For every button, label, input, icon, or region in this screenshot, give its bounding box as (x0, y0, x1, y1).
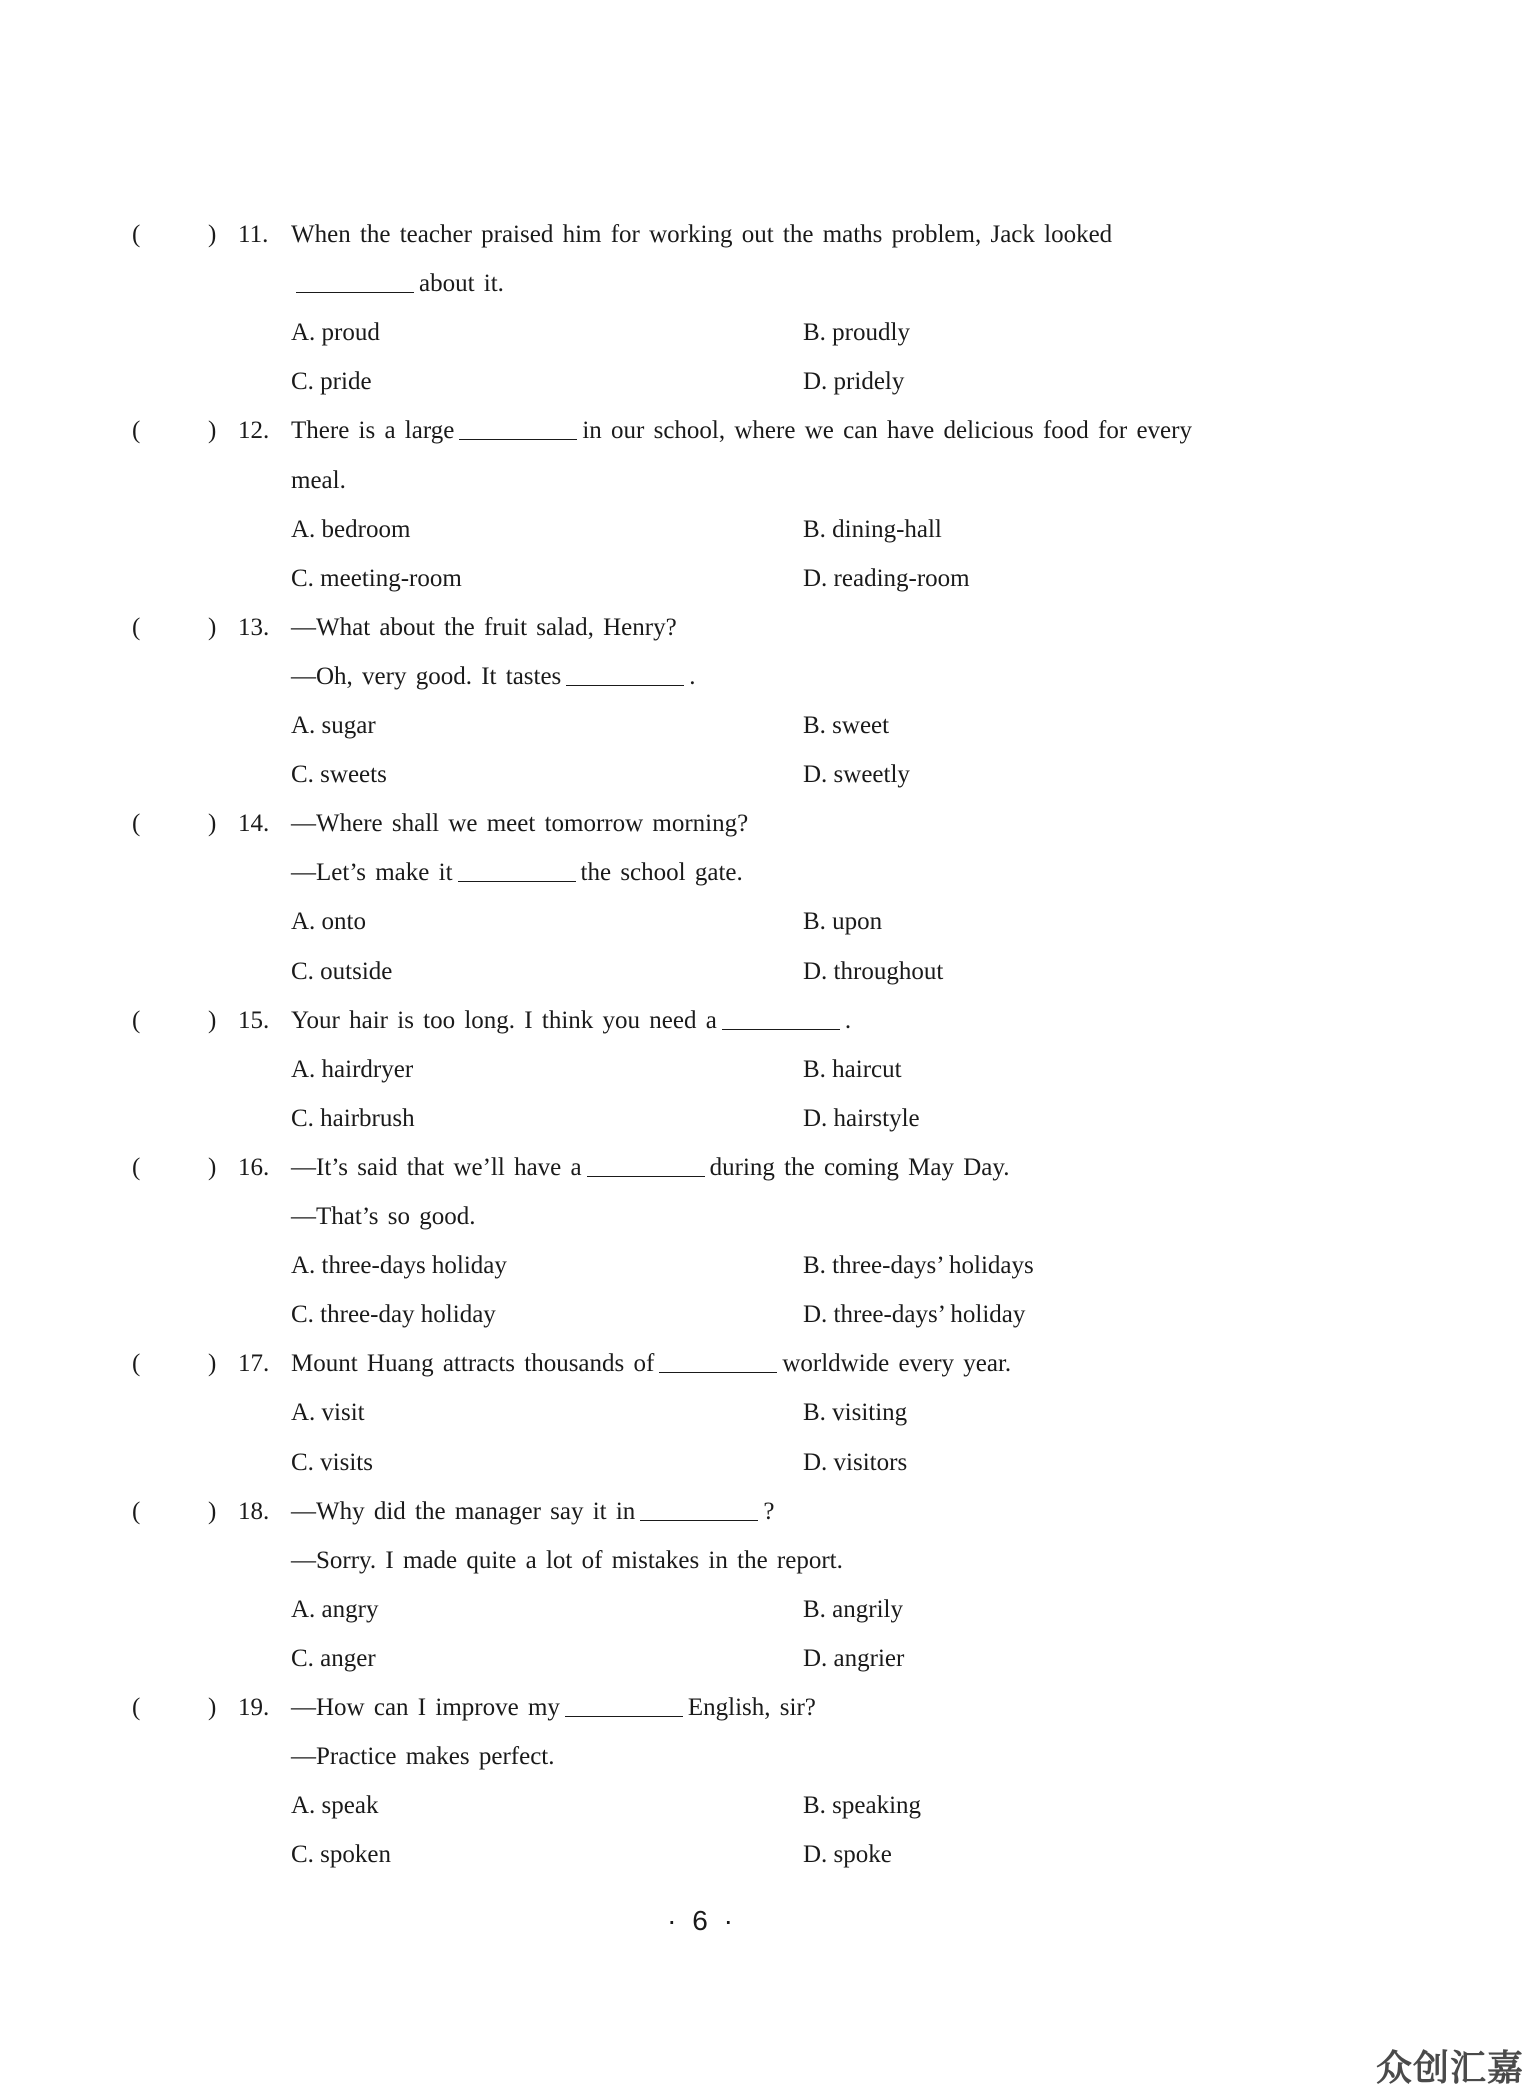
question-stem-text (291, 210, 1112, 259)
answer-paren-close[interactable]: ) (208, 1497, 217, 1525)
stem-text-before: When the teacher praised him for working out the maths problem, Jack looked (291, 221, 1113, 248)
option-a[interactable]: A. speak (291, 1792, 379, 1820)
question-stem-text (291, 1192, 475, 1241)
stem-text-before: Your hair is too long. I think you need a (291, 1006, 717, 1034)
question-number: 18. (238, 1497, 270, 1525)
stem-text-before: —Practice makes perfect. (291, 1743, 555, 1771)
answer-blank[interactable] (458, 881, 576, 882)
stem-text-after: . (689, 662, 696, 690)
answer-paren-close[interactable]: ) (208, 810, 217, 838)
answer-paren-open[interactable]: ( (132, 1694, 141, 1721)
stem-text-before: —That’s so good. (291, 1203, 476, 1230)
answer-blank[interactable] (296, 292, 414, 293)
option-b[interactable]: B. angrily (803, 1595, 903, 1623)
stem-text-before: —Let’s make it (291, 859, 453, 887)
option-c[interactable]: C. outside (291, 957, 393, 985)
answer-paren-open[interactable]: ( (132, 1006, 141, 1034)
option-d[interactable]: D. spoke (803, 1841, 892, 1869)
answer-paren-open[interactable]: ( (132, 1497, 141, 1525)
answer-paren-open[interactable]: ( (132, 221, 141, 248)
question-stem-text (291, 1732, 555, 1781)
option-c[interactable]: C. sweets (291, 761, 387, 789)
stem-text-before: —What about the fruit salad, Henry? (291, 613, 677, 641)
answer-blank[interactable] (640, 1520, 758, 1521)
stem-text-after: during the coming May Day. (709, 1153, 1010, 1181)
answer-paren-close[interactable]: ) (208, 221, 217, 248)
answer-paren-open[interactable]: ( (132, 613, 141, 641)
question-stem-text (291, 456, 346, 505)
answer-paren-close[interactable]: ) (208, 1006, 217, 1034)
stem-text-after: worldwide every year. (782, 1350, 1012, 1378)
option-b[interactable]: B. three-days’ holidays (803, 1252, 1034, 1280)
option-b[interactable]: B. speaking (803, 1792, 922, 1820)
stem-text-before: —It’s said that we’ll have a (291, 1153, 582, 1181)
option-c[interactable]: C. visits (291, 1448, 373, 1476)
answer-paren-close[interactable]: ) (208, 1153, 217, 1181)
stem-text-after: the school gate. (580, 859, 743, 887)
stem-text-before: Mount Huang attracts thousands of (291, 1350, 655, 1378)
option-b[interactable]: B. proudly (803, 319, 910, 347)
option-d[interactable]: D. sweetly (803, 761, 910, 789)
option-c[interactable]: C. anger (291, 1644, 376, 1672)
stem-text-before: —How can I improve my (291, 1694, 560, 1721)
watermark: 众创汇嘉 (1376, 2048, 1524, 2089)
question-number: 11. (238, 221, 269, 248)
question-number: 14. (238, 810, 270, 838)
question-stem-text (291, 603, 677, 652)
option-d[interactable]: D. throughout (803, 957, 944, 985)
answer-blank[interactable] (459, 439, 577, 440)
stem-text-after: in our school, where we can have delicious food for every (582, 417, 1192, 445)
question-stem-text (291, 1339, 1011, 1388)
option-b[interactable]: B. dining-hall (803, 515, 942, 543)
option-b[interactable]: B. upon (803, 908, 883, 936)
option-d[interactable]: D. reading-room (803, 564, 970, 592)
option-c[interactable]: C. hairbrush (291, 1104, 415, 1132)
answer-paren-open[interactable]: ( (132, 417, 141, 445)
answer-paren-close[interactable]: ) (208, 417, 217, 445)
question-stem-text (291, 996, 851, 1045)
question-stem-text (291, 259, 504, 308)
answer-blank[interactable] (565, 1716, 683, 1717)
option-d[interactable]: D. angrier (803, 1644, 905, 1672)
stem-text-before: —Sorry. I made quite a lot of mistakes in the report. (291, 1546, 843, 1574)
question-stem-text (291, 652, 696, 701)
question-number: 16. (238, 1153, 270, 1181)
stem-text-after: . (844, 1006, 852, 1034)
option-a[interactable]: A. sugar (291, 712, 376, 739)
option-d[interactable]: D. pridely (803, 368, 905, 396)
option-a[interactable]: A. proud (291, 319, 380, 347)
option-b[interactable]: B. sweet (803, 712, 890, 739)
answer-blank[interactable] (722, 1029, 840, 1030)
answer-blank[interactable] (659, 1372, 777, 1373)
option-a[interactable]: A. hairdryer (291, 1055, 414, 1083)
answer-paren-close[interactable]: ) (208, 1694, 217, 1721)
option-a[interactable]: A. onto (291, 908, 366, 936)
option-b[interactable]: B. haircut (803, 1055, 902, 1083)
question-stem-text (291, 1683, 816, 1732)
question-stem-text (291, 799, 748, 848)
question-stem-text (291, 1487, 774, 1536)
page-number: · 6 · (667, 1905, 737, 1936)
option-d[interactable]: D. three-days’ holiday (803, 1301, 1026, 1329)
option-a[interactable]: A. angry (291, 1595, 379, 1623)
answer-blank[interactable] (587, 1176, 705, 1177)
option-a[interactable]: A. bedroom (291, 515, 411, 543)
answer-blank[interactable] (566, 685, 684, 686)
question-stem-text (291, 1143, 1010, 1192)
question-number: 12. (238, 417, 270, 445)
stem-text-before: There is a large (291, 417, 455, 445)
question-stem-text (291, 406, 1192, 455)
option-c[interactable]: C. meeting-room (291, 564, 462, 592)
question-number: 19. (238, 1694, 270, 1721)
stem-text-after: English, sir? (687, 1694, 816, 1721)
option-a[interactable]: A. three-days holiday (291, 1252, 507, 1280)
option-d[interactable]: D. visitors (803, 1448, 908, 1476)
stem-text-before: —Where shall we meet tomorrow morning? (291, 810, 749, 838)
answer-paren-open[interactable]: ( (132, 1350, 141, 1378)
question-number: 15. (238, 1006, 270, 1034)
stem-text-after: about it. (419, 270, 504, 298)
stem-text-before: —Oh, very good. It tastes (291, 662, 562, 690)
option-c[interactable]: C. pride (291, 368, 372, 396)
stem-text-before: meal. (291, 466, 346, 494)
option-c[interactable]: C. three-day holiday (291, 1301, 496, 1329)
option-a[interactable]: A. visit (291, 1399, 365, 1427)
answer-paren-close[interactable]: ) (208, 613, 217, 641)
question-number: 17. (238, 1350, 270, 1378)
answer-paren-open[interactable]: ( (132, 810, 141, 838)
stem-text-after: ? (763, 1497, 775, 1525)
question-number: 13. (238, 613, 270, 641)
stem-text-before: —Why did the manager say it in (291, 1497, 636, 1525)
option-d[interactable]: D. hairstyle (803, 1104, 920, 1132)
option-c[interactable]: C. spoken (291, 1841, 391, 1869)
question-stem-text (291, 848, 743, 897)
question-stem-text (291, 1536, 843, 1585)
answer-paren-open[interactable]: ( (132, 1153, 141, 1181)
option-b[interactable]: B. visiting (803, 1399, 908, 1427)
answer-paren-close[interactable]: ) (208, 1350, 217, 1378)
